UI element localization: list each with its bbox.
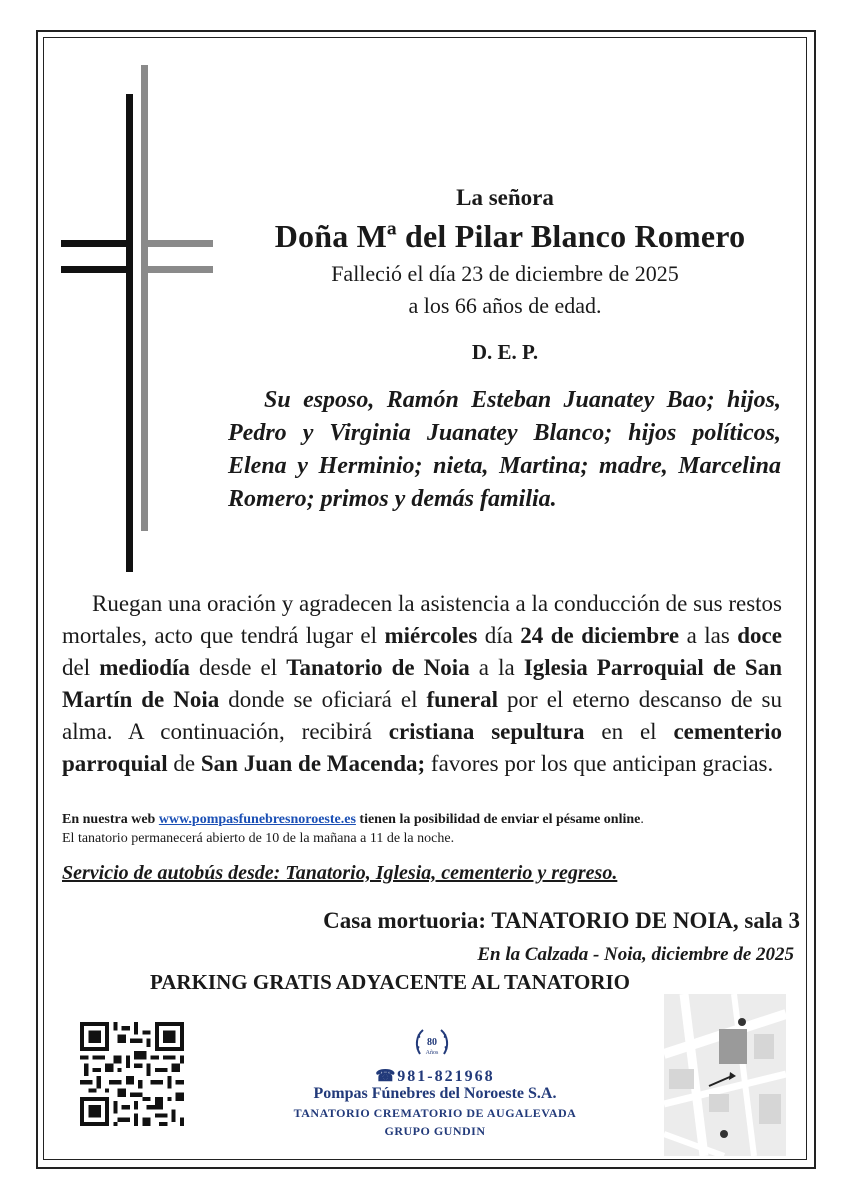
text-segment: a las (679, 623, 738, 648)
phone-line[interactable] (355, 1066, 515, 1086)
web-prefix: En nuestra web (62, 812, 159, 827)
logo-number: 80 (427, 1037, 437, 1048)
parking-notice: PARKING GRATIS ADYACENTE AL TANATORIO (150, 970, 630, 994)
cross-gray-vertical (141, 65, 148, 531)
death-info (270, 258, 740, 322)
opening-hours: El tanatorio permanecerá abierto de 10 de la mañana a 11 de la noche. (62, 831, 455, 846)
group-name: GRUPO GUNDIN (384, 1124, 486, 1138)
ceremony-text (62, 588, 782, 780)
bold-segment: cementerio parroquial (62, 719, 782, 776)
map-icon[interactable] (664, 994, 786, 1156)
bold-segment: mediodía (99, 655, 190, 680)
logo-word: Años (425, 1050, 439, 1056)
text-segment: por el eterno descanso de su alma. A continuación, recibirá (62, 687, 782, 744)
bold-segment: funeral (426, 687, 499, 712)
text-segment: donde se oficiará el (219, 687, 427, 712)
title-senora: La señora (456, 185, 554, 210)
web-line: En nuestra web www.pompasfunebresnoroeste.es tienen la posibilidad de enviar el pésame online. (62, 812, 644, 827)
family-list: Su esposo, Ramón Esteban Juanatey Bao; hijos, Pedro y Virginia Juanatey Blanco; hijos políticos, Elena y Herminio; nieta, Martina; madre, Marcelina Romero; primos y demás familia. (228, 387, 781, 512)
website-link[interactable]: www.pompasfunebresnoroeste.es (158, 812, 356, 827)
text-segment: en el (584, 719, 674, 744)
death-date-line: Falleció el día 23 de diciembre de 2025 (331, 261, 679, 286)
phone-icon: ☎ (375, 1068, 398, 1085)
place-date: En la Calzada - Noia, diciembre de 2025 (477, 944, 794, 965)
web-notice (62, 810, 782, 848)
wreath-logo-icon (412, 1024, 452, 1064)
bold-segment: 24 de diciembre (520, 623, 680, 648)
bold-segment: Iglesia Parroquial de San Martín de Noia (62, 655, 783, 712)
bold-segment: cristiana sepultura (388, 719, 585, 744)
bus-service: Servicio de autobús desde: Tanatorio, Iglesia, cementerio y regreso. (62, 862, 618, 884)
bold-segment: Tanatorio de Noia (286, 655, 470, 680)
deceased-name: Doña Mª del Pilar Blanco Romero (274, 218, 746, 254)
company-name: Pompas Fúnebres del Noroeste S.A. (313, 1085, 557, 1102)
qr-code-icon[interactable] (80, 1022, 184, 1126)
text-segment: día (477, 623, 521, 648)
cross-black-vertical (126, 94, 133, 572)
age-line: a los 66 años de edad. (408, 293, 602, 318)
dep-label: D. E. P. (471, 340, 539, 364)
cross-gray-bar-bottom (141, 266, 213, 273)
cross-black-bar-top (61, 240, 133, 247)
text-segment: Ruegan una oración y agradecen la asistencia a la conducción de sus restos mortales, acto que tendrá lugar el (62, 591, 782, 648)
text-segment: del (62, 655, 100, 680)
cross-black-bar-bottom (61, 266, 133, 273)
web-suffix: tienen la posibilidad de enviar el pésame online (355, 812, 641, 827)
crematorio-name: TANATORIO CREMATORIO DE AUGALEVADA (293, 1106, 577, 1120)
text-segment: desde el (189, 655, 287, 680)
text-segment: de (167, 751, 201, 776)
bold-segment: miércoles (384, 623, 478, 648)
bold-segment: San Juan de Macenda; (200, 751, 426, 776)
cross-gray-bar-top (141, 240, 213, 247)
text-segment: a la (469, 655, 524, 680)
funeral-home: Casa mortuoria: TANATORIO DE NOIA, sala 3 (323, 908, 800, 933)
text-segment: favores por los que anticipan gracias. (425, 751, 774, 776)
bold-segment: doce (737, 623, 782, 648)
phone-number: 981-821968 (397, 1068, 495, 1085)
